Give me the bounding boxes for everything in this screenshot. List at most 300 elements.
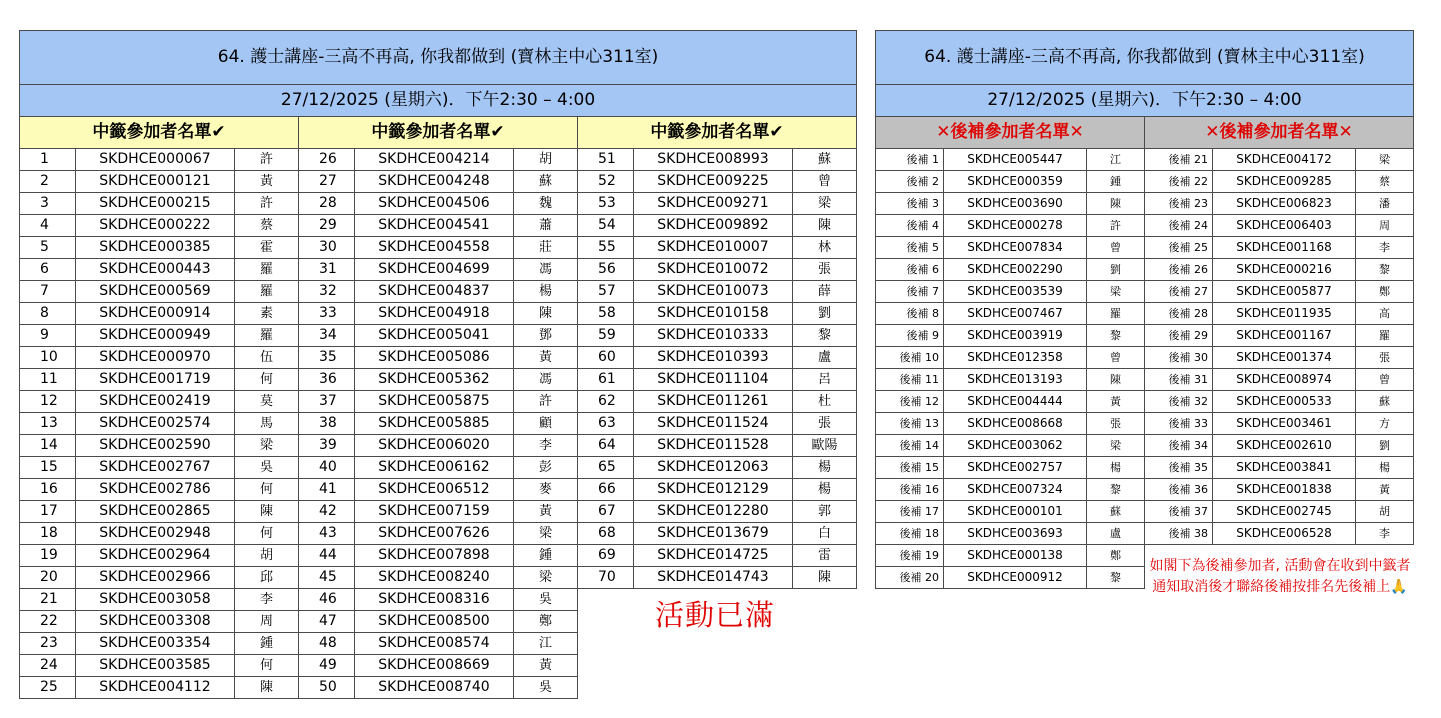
table-row bbox=[876, 435, 1414, 457]
entry-surname: 胡 bbox=[514, 149, 578, 171]
winners-column-header: 中籤參加者名單✔ bbox=[299, 117, 578, 149]
entry-number: 30 bbox=[299, 237, 355, 259]
entry-surname: 陳 bbox=[1087, 193, 1145, 215]
check-icon: ✔ bbox=[769, 122, 784, 142]
entry-number: 61 bbox=[578, 369, 634, 391]
entry-code: SKDHCE000443 bbox=[76, 259, 235, 281]
table-row bbox=[876, 391, 1414, 413]
entry-code: SKDHCE008668 bbox=[944, 413, 1087, 435]
entry-surname: 黎 bbox=[1087, 325, 1145, 347]
entry-surname: 高 bbox=[1356, 303, 1414, 325]
entry-number: 2 bbox=[20, 171, 76, 193]
entry-surname: 黃 bbox=[514, 347, 578, 369]
entry-number: 後補 3 bbox=[876, 193, 944, 215]
entry-surname: 鍾 bbox=[1087, 171, 1145, 193]
table-row bbox=[20, 545, 857, 567]
entry-number: 48 bbox=[299, 633, 355, 655]
entry-surname: 鄭 bbox=[1356, 281, 1414, 303]
table-row bbox=[20, 501, 857, 523]
entry-number: 59 bbox=[578, 325, 634, 347]
entry-code: SKDHCE000138 bbox=[944, 545, 1087, 567]
entry-code: SKDHCE002610 bbox=[1213, 435, 1356, 457]
entry-number: 後補 14 bbox=[876, 435, 944, 457]
entry-number: 56 bbox=[578, 259, 634, 281]
entry-code: SKDHCE004172 bbox=[1213, 149, 1356, 171]
entry-surname: 鄭 bbox=[514, 611, 578, 633]
entry-code: SKDHCE007834 bbox=[944, 237, 1087, 259]
entry-surname: 潘 bbox=[1356, 193, 1414, 215]
table-row bbox=[20, 655, 857, 677]
waitlist-column-header: ✕後補參加者名單✕ bbox=[876, 117, 1145, 149]
entry-number: 64 bbox=[578, 435, 634, 457]
entry-code: SKDHCE006162 bbox=[355, 457, 514, 479]
entry-code: SKDHCE006823 bbox=[1213, 193, 1356, 215]
entry-surname: 歐陽 bbox=[793, 435, 857, 457]
cross-icon: ✕ bbox=[1205, 122, 1220, 142]
entry-number: 19 bbox=[20, 545, 76, 567]
table-row bbox=[876, 501, 1414, 523]
entry-surname: 梁 bbox=[1087, 435, 1145, 457]
entry-code: SKDHCE005885 bbox=[355, 413, 514, 435]
table-row bbox=[876, 215, 1414, 237]
entry-number: 28 bbox=[299, 193, 355, 215]
entry-surname: 郭 bbox=[793, 501, 857, 523]
entry-surname: 白 bbox=[793, 523, 857, 545]
entry-surname: 張 bbox=[1356, 347, 1414, 369]
entry-surname: 蘇 bbox=[514, 171, 578, 193]
table-row bbox=[20, 303, 857, 325]
entry-number: 後補 8 bbox=[876, 303, 944, 325]
entry-number: 13 bbox=[20, 413, 76, 435]
table-row bbox=[20, 259, 857, 281]
entry-surname: 杜 bbox=[793, 391, 857, 413]
entry-code: SKDHCE009285 bbox=[1213, 171, 1356, 193]
entry-surname: 雷 bbox=[793, 545, 857, 567]
table-row bbox=[20, 369, 857, 391]
table-row bbox=[20, 413, 857, 435]
table-row bbox=[876, 479, 1414, 501]
entry-code: SKDHCE004558 bbox=[355, 237, 514, 259]
event-date: 27/12/2025 (星期六)．下午2:30 – 4:00 bbox=[20, 85, 857, 117]
entry-number: 67 bbox=[578, 501, 634, 523]
entry-number: 後補 31 bbox=[1145, 369, 1213, 391]
entry-number: 34 bbox=[299, 325, 355, 347]
table-row bbox=[20, 523, 857, 545]
entry-surname: 盧 bbox=[793, 347, 857, 369]
entry-surname: 黃 bbox=[1356, 479, 1414, 501]
entry-code: SKDHCE004248 bbox=[355, 171, 514, 193]
table-row bbox=[20, 479, 857, 501]
entry-code: SKDHCE003461 bbox=[1213, 413, 1356, 435]
entry-surname: 胡 bbox=[1356, 501, 1414, 523]
entry-code: SKDHCE003062 bbox=[944, 435, 1087, 457]
entry-number: 8 bbox=[20, 303, 76, 325]
entry-number: 後補 19 bbox=[876, 545, 944, 567]
entry-number: 62 bbox=[578, 391, 634, 413]
entry-code: SKDHCE000912 bbox=[944, 567, 1087, 589]
entry-number: 46 bbox=[299, 589, 355, 611]
entry-code: SKDHCE004837 bbox=[355, 281, 514, 303]
entry-code: SKDHCE002964 bbox=[76, 545, 235, 567]
entry-code: SKDHCE000533 bbox=[1213, 391, 1356, 413]
entry-surname: 梁 bbox=[1087, 281, 1145, 303]
entry-code: SKDHCE007626 bbox=[355, 523, 514, 545]
entry-code: SKDHCE011524 bbox=[634, 413, 793, 435]
entry-number: 後補 38 bbox=[1145, 523, 1213, 545]
entry-number: 70 bbox=[578, 567, 634, 589]
entry-surname: 黃 bbox=[235, 171, 299, 193]
table-row bbox=[20, 391, 857, 413]
entry-surname: 盧 bbox=[1087, 523, 1145, 545]
waitlist-event-date: 27/12/2025 (星期六)．下午2:30 – 4:00 bbox=[876, 85, 1414, 117]
entry-surname: 羅 bbox=[235, 259, 299, 281]
entry-number: 後補 2 bbox=[876, 171, 944, 193]
entry-surname: 曾 bbox=[1087, 237, 1145, 259]
entry-code: SKDHCE010007 bbox=[634, 237, 793, 259]
entry-code: SKDHCE002865 bbox=[76, 501, 235, 523]
entry-code: SKDHCE000121 bbox=[76, 171, 235, 193]
entry-code: SKDHCE005875 bbox=[355, 391, 514, 413]
entry-number: 65 bbox=[578, 457, 634, 479]
event-title: 64. 護士講座-三高不再高, 你我都做到 (寶林主中心311室) bbox=[20, 31, 857, 85]
entry-surname: 方 bbox=[1356, 413, 1414, 435]
entry-code: SKDHCE008669 bbox=[355, 655, 514, 677]
entry-code: SKDHCE001167 bbox=[1213, 325, 1356, 347]
entry-number: 45 bbox=[299, 567, 355, 589]
entry-number: 後補 34 bbox=[1145, 435, 1213, 457]
entry-code: SKDHCE000101 bbox=[944, 501, 1087, 523]
entry-surname: 張 bbox=[793, 413, 857, 435]
entry-code: SKDHCE001719 bbox=[76, 369, 235, 391]
entry-number: 後補 26 bbox=[1145, 259, 1213, 281]
entry-surname: 陳 bbox=[793, 215, 857, 237]
entry-surname: 張 bbox=[1087, 413, 1145, 435]
entry-code: SKDHCE010333 bbox=[634, 325, 793, 347]
table-row bbox=[876, 369, 1414, 391]
entry-code: SKDHCE012129 bbox=[634, 479, 793, 501]
entry-number: 60 bbox=[578, 347, 634, 369]
entry-surname: 鄭 bbox=[1087, 545, 1145, 567]
entry-number: 41 bbox=[299, 479, 355, 501]
entry-code: SKDHCE000222 bbox=[76, 215, 235, 237]
table-row bbox=[876, 193, 1414, 215]
entry-surname: 馬 bbox=[235, 413, 299, 435]
entry-code: SKDHCE008974 bbox=[1213, 369, 1356, 391]
entry-number: 後補 32 bbox=[1145, 391, 1213, 413]
entry-number: 38 bbox=[299, 413, 355, 435]
entry-number: 後補 27 bbox=[1145, 281, 1213, 303]
entry-number: 51 bbox=[578, 149, 634, 171]
entry-surname: 羅 bbox=[235, 281, 299, 303]
entry-code: SKDHCE014725 bbox=[634, 545, 793, 567]
table-row bbox=[20, 633, 857, 655]
entry-surname: 江 bbox=[1087, 149, 1145, 171]
entry-surname: 薛 bbox=[793, 281, 857, 303]
entry-surname: 許 bbox=[1087, 215, 1145, 237]
table-row bbox=[20, 149, 857, 171]
entry-code: SKDHCE002419 bbox=[76, 391, 235, 413]
entry-code: SKDHCE003841 bbox=[1213, 457, 1356, 479]
entry-code: SKDHCE000949 bbox=[76, 325, 235, 347]
entry-code: SKDHCE000067 bbox=[76, 149, 235, 171]
entry-surname: 許 bbox=[514, 391, 578, 413]
table-row bbox=[876, 171, 1414, 193]
entry-code: SKDHCE003585 bbox=[76, 655, 235, 677]
entry-number: 後補 37 bbox=[1145, 501, 1213, 523]
entry-code: SKDHCE002590 bbox=[76, 435, 235, 457]
entry-number: 29 bbox=[299, 215, 355, 237]
entry-surname: 劉 bbox=[1356, 435, 1414, 457]
entry-code: SKDHCE014743 bbox=[634, 567, 793, 589]
entry-code: SKDHCE004699 bbox=[355, 259, 514, 281]
entry-number: 後補 33 bbox=[1145, 413, 1213, 435]
entry-number: 55 bbox=[578, 237, 634, 259]
entry-number: 後補 25 bbox=[1145, 237, 1213, 259]
entry-surname: 周 bbox=[1356, 215, 1414, 237]
entry-code: SKDHCE012063 bbox=[634, 457, 793, 479]
cross-icon: ✕ bbox=[1069, 122, 1084, 142]
entry-surname: 黎 bbox=[793, 325, 857, 347]
entry-number: 21 bbox=[20, 589, 76, 611]
entry-surname: 蕭 bbox=[514, 215, 578, 237]
entry-code: SKDHCE005041 bbox=[355, 325, 514, 347]
entry-number: 33 bbox=[299, 303, 355, 325]
entry-number: 9 bbox=[20, 325, 76, 347]
entry-surname: 梁 bbox=[514, 523, 578, 545]
entry-code: SKDHCE001374 bbox=[1213, 347, 1356, 369]
entry-code: SKDHCE006528 bbox=[1213, 523, 1356, 545]
entry-surname: 吳 bbox=[235, 457, 299, 479]
entry-number: 後補 20 bbox=[876, 567, 944, 589]
entry-number: 43 bbox=[299, 523, 355, 545]
entry-surname: 何 bbox=[235, 369, 299, 391]
entry-number: 26 bbox=[299, 149, 355, 171]
entry-surname: 江 bbox=[514, 633, 578, 655]
entry-surname: 林 bbox=[793, 237, 857, 259]
entry-surname: 邱 bbox=[235, 567, 299, 589]
entry-number: 32 bbox=[299, 281, 355, 303]
entry-code: SKDHCE004112 bbox=[76, 677, 235, 699]
entry-number: 31 bbox=[299, 259, 355, 281]
entry-surname: 鍾 bbox=[235, 633, 299, 655]
entry-code: SKDHCE000970 bbox=[76, 347, 235, 369]
entry-surname: 羅 bbox=[1087, 303, 1145, 325]
entry-code: SKDHCE010158 bbox=[634, 303, 793, 325]
entry-code: SKDHCE003354 bbox=[76, 633, 235, 655]
entry-code: SKDHCE009225 bbox=[634, 171, 793, 193]
entry-code: SKDHCE013193 bbox=[944, 369, 1087, 391]
entry-number: 52 bbox=[578, 171, 634, 193]
entry-code: SKDHCE003539 bbox=[944, 281, 1087, 303]
table-row bbox=[876, 259, 1414, 281]
entry-number: 44 bbox=[299, 545, 355, 567]
entry-number: 58 bbox=[578, 303, 634, 325]
entry-number: 42 bbox=[299, 501, 355, 523]
entry-number: 50 bbox=[299, 677, 355, 699]
entry-surname: 馮 bbox=[514, 369, 578, 391]
entry-code: SKDHCE000569 bbox=[76, 281, 235, 303]
entry-surname: 吳 bbox=[514, 677, 578, 699]
entry-code: SKDHCE000215 bbox=[76, 193, 235, 215]
entry-surname: 伍 bbox=[235, 347, 299, 369]
winners-column-header: 中籤參加者名單✔ bbox=[578, 117, 857, 149]
entry-code: SKDHCE008240 bbox=[355, 567, 514, 589]
entry-surname: 莫 bbox=[235, 391, 299, 413]
entry-number: 1 bbox=[20, 149, 76, 171]
table-row bbox=[20, 215, 857, 237]
entry-number: 後補 30 bbox=[1145, 347, 1213, 369]
entry-surname: 陳 bbox=[1087, 369, 1145, 391]
entry-surname: 蔡 bbox=[235, 215, 299, 237]
entry-number: 7 bbox=[20, 281, 76, 303]
entry-number: 23 bbox=[20, 633, 76, 655]
entry-surname: 曾 bbox=[793, 171, 857, 193]
entry-code: SKDHCE005447 bbox=[944, 149, 1087, 171]
entry-surname: 胡 bbox=[235, 545, 299, 567]
entry-number: 後補 16 bbox=[876, 479, 944, 501]
table-row bbox=[20, 237, 857, 259]
entry-number: 36 bbox=[299, 369, 355, 391]
table-row bbox=[876, 413, 1414, 435]
entry-number: 後補 1 bbox=[876, 149, 944, 171]
entry-number: 57 bbox=[578, 281, 634, 303]
entry-code: SKDHCE000359 bbox=[944, 171, 1087, 193]
table-row bbox=[20, 281, 857, 303]
entry-number: 3 bbox=[20, 193, 76, 215]
entry-code: SKDHCE004541 bbox=[355, 215, 514, 237]
waitlist-column-header: ✕後補參加者名單✕ bbox=[1145, 117, 1414, 149]
entry-code: SKDHCE012358 bbox=[944, 347, 1087, 369]
entry-number: 後補 4 bbox=[876, 215, 944, 237]
entry-number: 20 bbox=[20, 567, 76, 589]
table-row bbox=[20, 677, 857, 699]
entry-number: 47 bbox=[299, 611, 355, 633]
entry-surname: 梁 bbox=[1356, 149, 1414, 171]
entry-number: 35 bbox=[299, 347, 355, 369]
entry-number: 24 bbox=[20, 655, 76, 677]
entry-surname: 劉 bbox=[1087, 259, 1145, 281]
entry-surname: 李 bbox=[235, 589, 299, 611]
entry-surname: 羅 bbox=[235, 325, 299, 347]
entry-number: 後補 23 bbox=[1145, 193, 1213, 215]
entry-surname: 顧 bbox=[514, 413, 578, 435]
entry-surname: 梁 bbox=[514, 567, 578, 589]
entry-number: 後補 24 bbox=[1145, 215, 1213, 237]
entry-surname: 楊 bbox=[1087, 457, 1145, 479]
entry-code: SKDHCE002290 bbox=[944, 259, 1087, 281]
entry-code: SKDHCE007467 bbox=[944, 303, 1087, 325]
entry-surname: 黃 bbox=[1087, 391, 1145, 413]
entry-surname: 陳 bbox=[514, 303, 578, 325]
entry-surname: 羅 bbox=[1356, 325, 1414, 347]
entry-number: 後補 28 bbox=[1145, 303, 1213, 325]
entry-number: 5 bbox=[20, 237, 76, 259]
table-row bbox=[876, 523, 1414, 545]
entry-surname: 梁 bbox=[235, 435, 299, 457]
entry-number: 後補 9 bbox=[876, 325, 944, 347]
entry-code: SKDHCE012280 bbox=[634, 501, 793, 523]
entry-surname: 許 bbox=[235, 149, 299, 171]
entry-surname: 魏 bbox=[514, 193, 578, 215]
check-icon: ✔ bbox=[211, 122, 226, 142]
entry-number: 12 bbox=[20, 391, 76, 413]
waitlist-note: 如閣下為後補參加者, 活動會在收到中籤者通知取消後才聯絡後補按排名先後補上🙏 bbox=[1149, 558, 1411, 595]
entry-code: SKDHCE003690 bbox=[944, 193, 1087, 215]
entry-number: 54 bbox=[578, 215, 634, 237]
entry-number: 40 bbox=[299, 457, 355, 479]
entry-number: 11 bbox=[20, 369, 76, 391]
entry-number: 53 bbox=[578, 193, 634, 215]
table-row bbox=[20, 457, 857, 479]
entry-surname: 陳 bbox=[793, 567, 857, 589]
entry-surname: 何 bbox=[235, 655, 299, 677]
entry-surname: 呂 bbox=[793, 369, 857, 391]
entry-number: 22 bbox=[20, 611, 76, 633]
entry-surname: 鄧 bbox=[514, 325, 578, 347]
entry-code: SKDHCE002757 bbox=[944, 457, 1087, 479]
table-row bbox=[20, 171, 857, 193]
entry-surname: 鍾 bbox=[514, 545, 578, 567]
entry-code: SKDHCE013679 bbox=[634, 523, 793, 545]
entry-surname: 莊 bbox=[514, 237, 578, 259]
entry-code: SKDHCE010073 bbox=[634, 281, 793, 303]
entry-number: 後補 11 bbox=[876, 369, 944, 391]
table-row bbox=[876, 347, 1414, 369]
entry-surname: 李 bbox=[1356, 237, 1414, 259]
entry-number: 後補 5 bbox=[876, 237, 944, 259]
entry-surname: 蘇 bbox=[1087, 501, 1145, 523]
entry-code: SKDHCE005086 bbox=[355, 347, 514, 369]
entry-number: 後補 13 bbox=[876, 413, 944, 435]
entry-code: SKDHCE003693 bbox=[944, 523, 1087, 545]
entry-surname: 楊 bbox=[514, 281, 578, 303]
entry-code: SKDHCE008500 bbox=[355, 611, 514, 633]
entry-number: 39 bbox=[299, 435, 355, 457]
entry-code: SKDHCE011104 bbox=[634, 369, 793, 391]
entry-code: SKDHCE011261 bbox=[634, 391, 793, 413]
table-row bbox=[876, 457, 1414, 479]
entry-code: SKDHCE002745 bbox=[1213, 501, 1356, 523]
entry-surname: 馮 bbox=[514, 259, 578, 281]
entry-number: 25 bbox=[20, 677, 76, 699]
entry-surname: 楊 bbox=[793, 479, 857, 501]
entry-code: SKDHCE010393 bbox=[634, 347, 793, 369]
entry-surname: 素 bbox=[235, 303, 299, 325]
entry-code: SKDHCE003919 bbox=[944, 325, 1087, 347]
entry-code: SKDHCE008574 bbox=[355, 633, 514, 655]
waitlist-event-title: 64. 護士講座-三高不再高, 你我都做到 (寶林主中心311室) bbox=[876, 31, 1414, 85]
entry-number: 後補 35 bbox=[1145, 457, 1213, 479]
entry-code: SKDHCE008740 bbox=[355, 677, 514, 699]
entry-surname: 彭 bbox=[514, 457, 578, 479]
entry-number: 後補 17 bbox=[876, 501, 944, 523]
entry-surname: 李 bbox=[514, 435, 578, 457]
entry-surname: 吳 bbox=[514, 589, 578, 611]
waitlist-table bbox=[875, 30, 1414, 589]
entry-number: 15 bbox=[20, 457, 76, 479]
entry-code: SKDHCE004214 bbox=[355, 149, 514, 171]
entry-surname: 蔡 bbox=[1356, 171, 1414, 193]
entry-number: 27 bbox=[299, 171, 355, 193]
entry-surname: 黃 bbox=[514, 655, 578, 677]
entry-surname: 劉 bbox=[793, 303, 857, 325]
entry-surname: 張 bbox=[793, 259, 857, 281]
entry-code: SKDHCE004444 bbox=[944, 391, 1087, 413]
entry-code: SKDHCE008993 bbox=[634, 149, 793, 171]
table-row bbox=[20, 347, 857, 369]
entry-surname: 黎 bbox=[1087, 567, 1145, 589]
entry-number: 後補 18 bbox=[876, 523, 944, 545]
